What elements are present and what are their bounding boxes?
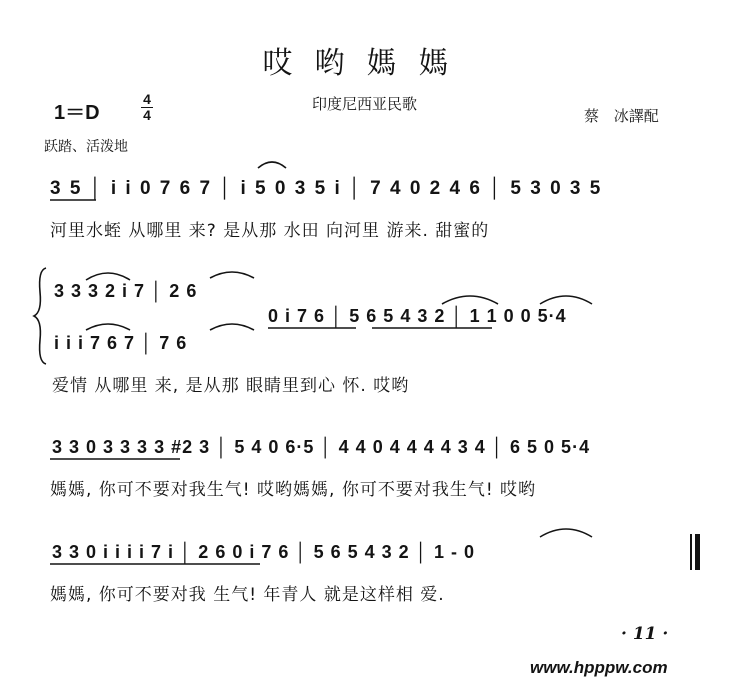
brace-mark bbox=[34, 268, 46, 364]
underline-marks bbox=[50, 200, 492, 564]
notation-line-3: 3 3 0 3 3 3 3 #2 3 │ 5 4 0 6·5 │ 4 4 0 4 4 4 4 3 4 │ 6 5 0 5·4 bbox=[52, 437, 591, 457]
slur-mark bbox=[540, 529, 592, 537]
song-title: 哎哟媽媽 bbox=[262, 46, 471, 81]
slur-mark bbox=[540, 296, 592, 304]
slur-mark bbox=[210, 324, 254, 330]
lyric-line-1: 河里水蛭 从哪里 来? 是从那 水田 向河里 游来. 甜蜜的 bbox=[50, 221, 490, 241]
lyric-line-4: 媽媽, 你可不要对我 生气! 年青人 就是这样相 爱. bbox=[50, 585, 445, 605]
slur-mark bbox=[86, 273, 130, 280]
lyric-line-3: 媽媽, 你可不要对我生气! 哎哟媽媽, 你可不要对我生气! 哎哟 bbox=[50, 480, 537, 500]
tempo-marking: 跃踏、活泼地 bbox=[44, 139, 128, 155]
notation-line-1: 3 5 │ i i 0 7 6 7 │ i 5 0 3 5 i │ 7 4 0 2 4 6 │ 5 3 0 3 5 bbox=[50, 178, 603, 199]
slur-mark bbox=[442, 296, 498, 304]
time-signature-top: 4 bbox=[141, 92, 153, 108]
page-number: · 11 · bbox=[621, 624, 669, 644]
slur-mark bbox=[210, 272, 254, 278]
song-origin: 印度尼西亚民歌 bbox=[312, 95, 418, 113]
slur-mark bbox=[86, 324, 130, 330]
notation-line-2-upper: 3 3 3 2 i 7 │ 2 6 bbox=[54, 281, 198, 301]
slur-marks bbox=[86, 162, 592, 537]
website-watermark: www.hpppw.com bbox=[530, 658, 668, 677]
lyric-line-2: 爱情 从哪里 来, 是从那 眼睛里到心 怀. 哎哟 bbox=[52, 376, 410, 396]
time-signature-bottom: 4 bbox=[143, 107, 151, 123]
notation-line-2: 0 i 7 6 │ 5 6 5 4 3 2 │ 1 1 0 0 5·4 bbox=[268, 306, 567, 326]
notation-line-4: 3 3 0 i i i i 7 i │ 2 6 0 i 7 6 │ 5 6 5 4 3 2 │ 1 - 0 bbox=[52, 542, 475, 562]
slur-mark bbox=[258, 162, 286, 168]
translator-credit: 蔡 冰譯配 bbox=[584, 107, 659, 125]
key-signature: 1＝D bbox=[54, 102, 100, 124]
notation-line-2-lower: i i i 7 6 7 │ 7 6 bbox=[54, 333, 188, 353]
final-barline bbox=[690, 534, 700, 570]
